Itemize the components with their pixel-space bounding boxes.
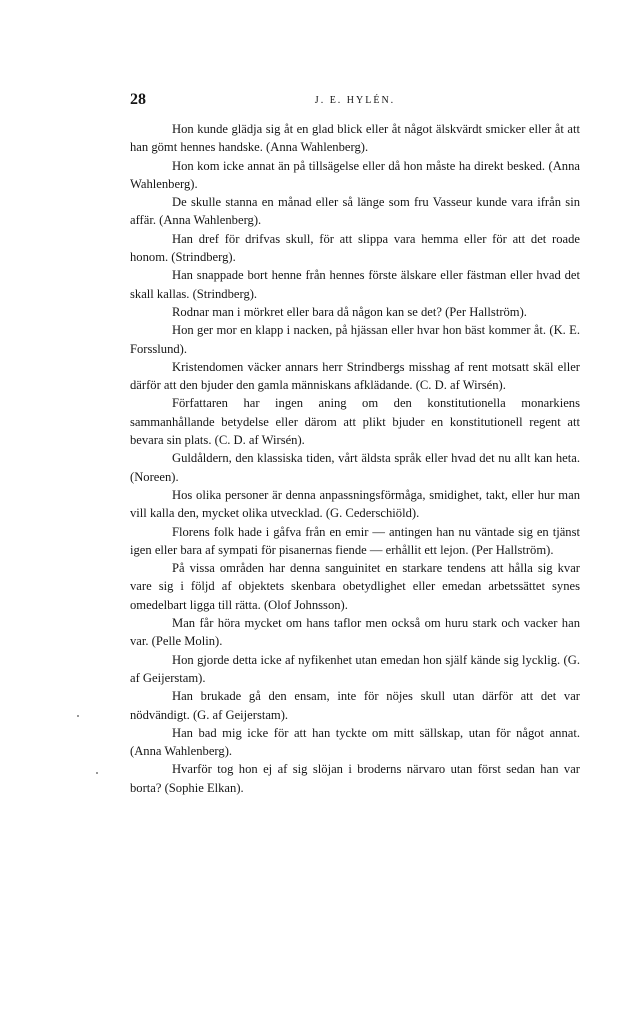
example-paragraph: Han brukade gå den ensam, inte för nöjes skull utan därför att det var nödvändigt. (G. af Geijerstam). [130,689,580,722]
example-paragraph: Florens folk hade i gåfva från en emir — antingen han nu väntade sig en tjänst igen eller bara af sympati för pisanernas fiende — erhållit ett lejon. (Per Hallström). [130,524,580,557]
page-number: 28 [130,91,146,108]
example-paragraph: Hon kom icke annat än på tillsägelse eller då hon måste ha direkt besked. (Anna Wahlenberg). [130,158,580,191]
example-paragraph: Guldåldern, den klassiska tiden, vårt äldsta språk eller hvad det nu allt kan heta. (Noreen). [130,451,580,484]
example-paragraph: De skulle stanna en månad eller så länge som fru Vasseur kunde vara ifrån sin affär. (Anna Wahlenberg). [130,195,580,228]
example-paragraph: Hon gjorde detta icke af nyfikenhet utan emedan hon själf kände sig lycklig. (G. af Geijerstam). [130,652,580,685]
example-paragraph: Hon ger mor en klapp i nacken, på hjässan eller hvar hon bäst kommer åt. (K. E. Forsslund). [130,323,580,356]
example-paragraph: Han bad mig icke för att han tyckte om mitt sällskap, utan för något annat. (Anna Wahlenberg). [130,725,580,759]
page-header [130,92,580,112]
example-paragraph: Han snappade bort henne från hennes förste älskare eller fästman eller hvad det skall kallas. (Strindberg). [130,268,580,301]
example-paragraph: Hvarför tog hon ej af sig slöjan i broderns närvaro utan först sedan han var borta? (Sophie Elkan). [130,762,580,795]
scan-speck [96,772,98,774]
example-paragraph: Författaren har ingen aning om den konstitutionella monarkiens sammanhållande betydelse eller därom att plikt bjuder en konstitutionell regent att bevara sin plats. (C. D. af Wirsén). [130,396,580,448]
example-paragraph: Rodnar man i mörkret eller bara då någon kan se det? (Per Hallström). [172,304,527,319]
example-paragraph: Kristendomen väcker annars herr Strindbergs misshag af rent motsatt skäl eller därför att den bjuder den gamla människans afklädande. (C. D. af Wirsén). [130,359,580,393]
example-paragraph: Man får höra mycket om hans taflor men också om huru stark och vacker han var. (Pelle Molin). [130,616,580,649]
scan-speck [77,715,79,717]
example-paragraph: Hon kunde glädja sig åt en glad blick eller åt något älskvärdt smicker eller åt att han gömt hennes handske. (Anna Wahlenberg). [130,122,580,155]
example-paragraph: På vissa områden har denna sanguinitet en starkare tendens att hålla sig kvar vare sig i följd af objektets skenbara obetydlighet eller emedan arbetssättet synes omedelbart ligga till rätta. (Olof Johnsson). [130,561,580,612]
example-sentences [130,120,580,797]
example-paragraph: Hos olika personer är denna anpassningsförmåga, smidighet, takt, eller hur man vill kalla den, mycket olika utvecklad. (G. Cederschiöld). [130,487,580,521]
example-paragraph: Han dref för drifvas skull, för att slippa vara hemma eller för att det roade honom. (Strindberg). [130,231,580,265]
running-head: J. E. HYLÉN. [314,95,396,106]
